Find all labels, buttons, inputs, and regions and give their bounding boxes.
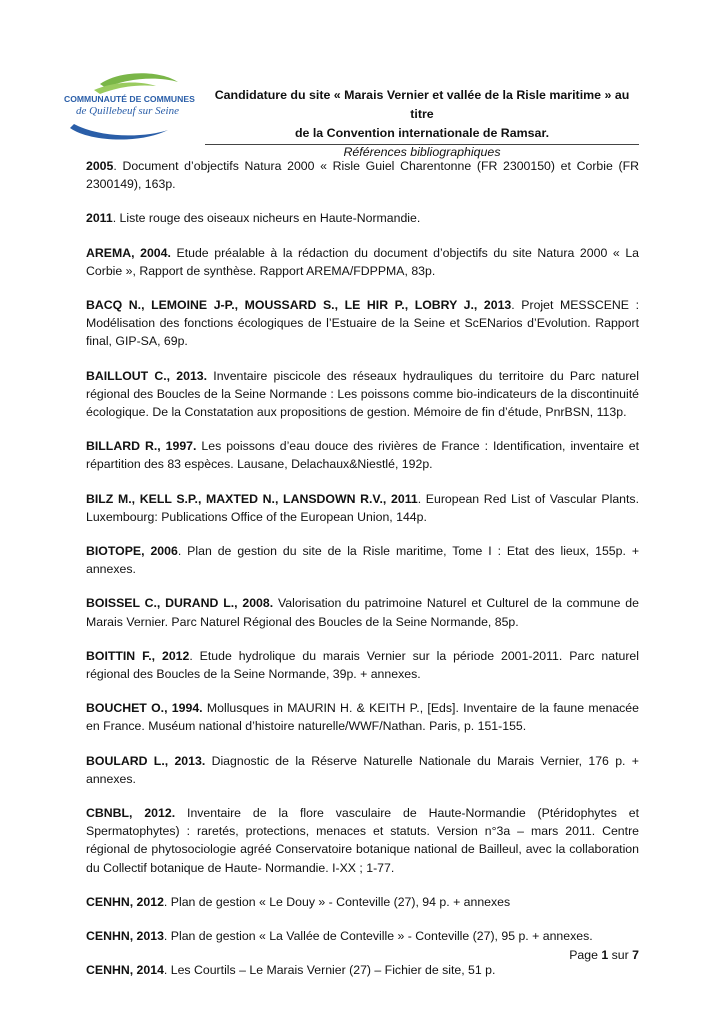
reference-text: . Liste rouge des oiseaux nicheurs en Haute-Normandie.: [112, 211, 421, 226]
reference-text: . Etude hydrolique du marais Vernier sur la période 2001-2011. Parc naturel régional des Boucles de la Seine Normande, 39p. + annexes.: [86, 648, 640, 682]
header-title-line2: de la Convention internationale de Ramsar.: [294, 126, 550, 140]
reference-text: . Document d’objectifs Natura 2000 « Risle Guiel Charentonne (FR 2300150) et Corbie (FR 2300149), 163p.: [86, 159, 639, 192]
reference-list: [86, 157, 639, 996]
reference-item: [86, 893, 639, 911]
reference-item: [86, 961, 639, 979]
reference-text: Valorisation du patrimoine Naturel et Culturel de la commune de Marais Vernier. Parc Naturel Régional des Boucles de la Seine Normande, 85p.: [86, 596, 639, 629]
logo-line2: de Quillebeuf sur Seine: [76, 105, 179, 117]
reference-text: . Projet MESSCENE : Modélisation des fonctions écologiques de l’Estuaire de la Seine et ScENarios d’Evolution. Rapport final, GIP-SA, 69p.: [86, 298, 639, 349]
reference-author: 2011: [86, 211, 113, 226]
reference-item: [86, 699, 639, 735]
reference-item: [86, 594, 639, 630]
reference-item: [86, 244, 639, 280]
reference-item: [86, 367, 639, 422]
reference-item: [86, 927, 639, 945]
reference-author: BIOTOPE, 2006: [86, 544, 178, 559]
reference-text: Diagnostic de la Réserve Naturelle Nationale du Marais Vernier, 176 p. + annexes.: [86, 753, 639, 786]
reference-author: BAILLOUT C., 2013.: [86, 368, 208, 383]
reference-item: [86, 157, 639, 193]
header-divider: [205, 144, 639, 145]
reference-text: Etude préalable à la rédaction du document d’objectifs du site Natura 2000 « La Corbie », Rapport de synthèse. Rapport AREMA/FDPPMA, 83p.: [86, 245, 639, 278]
reference-item: [86, 437, 639, 473]
of-label: sur: [611, 948, 629, 962]
page-number: 1: [601, 948, 609, 962]
reference-author: BILZ M., KELL S.P., MAXTED N., LANSDOWN R.V., 2011: [86, 491, 418, 506]
reference-text: . Les Courtils – Le Marais Vernier (27) – Fichier de site, 51 p.: [163, 963, 496, 978]
logo-graphic: [60, 66, 198, 144]
page-total: 7: [632, 948, 639, 962]
reference-item: [86, 542, 639, 578]
document-header: [205, 86, 639, 162]
reference-item: [86, 296, 639, 351]
header-subtitle: Références bibliographiques: [343, 145, 501, 159]
reference-author: BOISSEL C., DURAND L., 2008.: [86, 596, 274, 611]
reference-text: . Plan de gestion du site de la Risle maritime, Tome I : Etat des lieux, 155p. + annexes.: [86, 544, 639, 577]
reference-author: BOITTIN F., 2012: [86, 648, 190, 663]
reference-item: [86, 752, 639, 788]
reference-author: BOUCHET O., 1994.: [86, 701, 203, 716]
reference-text: Inventaire piscicole des réseaux hydrauliques du territoire du Parc naturel régional des Boucles de la Seine Normande : Les poissons comme bio-indicateurs de la discontinuité écologique. De la Constatation aux propositions de gestion. Mémoire de fin d’étude, PnrBSN, 113p.: [86, 368, 639, 420]
reference-author: CENHN, 2012: [86, 894, 164, 909]
reference-item: [86, 647, 639, 683]
reference-author: 2005: [86, 159, 114, 173]
page-label: Page: [569, 948, 598, 962]
reference-text: . Plan de gestion « Le Douy » - Conteville (27), 94 p. + annexes: [163, 894, 511, 909]
reference-author: BILLARD R., 1997.: [86, 439, 197, 454]
logo-line1: COMMUNAUTÉ DE COMMUNES: [64, 94, 195, 104]
reference-author: AREMA, 2004.: [86, 245, 171, 260]
reference-author: BOULARD L., 2013.: [86, 753, 206, 768]
reference-text: Les poissons d’eau douce des rivières de France : Identification, inventaire et répartition des 83 espèces. Lausane, Delachaux&Niestlé, 192p.: [86, 439, 640, 472]
page-footer: [569, 948, 639, 962]
reference-item: [86, 209, 639, 227]
reference-author: CBNBL, 2012.: [86, 806, 176, 821]
reference-text: . European Red List of Vascular Plants. Luxembourg: Publications Office of the European Union, 144p.: [86, 491, 639, 524]
reference-item: [86, 804, 639, 877]
reference-item: [86, 490, 639, 526]
reference-author: CENHN, 2014: [86, 963, 164, 978]
reference-author: BACQ N., LEMOINE J-P., MOUSSARD S., LE HIR P., LOBRY J., 2013: [86, 298, 512, 313]
reference-text: . Plan de gestion « La Vallée de Conteville » - Conteville (27), 95 p. + annexes.: [163, 929, 593, 944]
reference-author: CENHN, 2013: [86, 929, 164, 944]
reference-text: Mollusques in MAURIN H. & KEITH P., [Eds]. Inventaire de la faune menacée en France. Muséum national d’histoire naturelle/WWF/Nathan. Paris, p. 151-155.: [86, 701, 639, 734]
logo: [60, 66, 198, 144]
reference-text: Inventaire de la flore vasculaire de Haute-Normandie (Ptéridophytes et Spermatophytes) : raretés, protections, menaces et statuts. Version n°3a – mars 2011. Centre régional de phytosociologie agréé Conservatoire botanique national de Bailleul, avec la collaboration du Collectif botanique de Haute- Normandie. I-XX ; 1-77.: [86, 806, 639, 875]
header-title-line1: Candidature du site « Marais Vernier et vallée de la Risle maritime » au titre: [214, 88, 630, 121]
